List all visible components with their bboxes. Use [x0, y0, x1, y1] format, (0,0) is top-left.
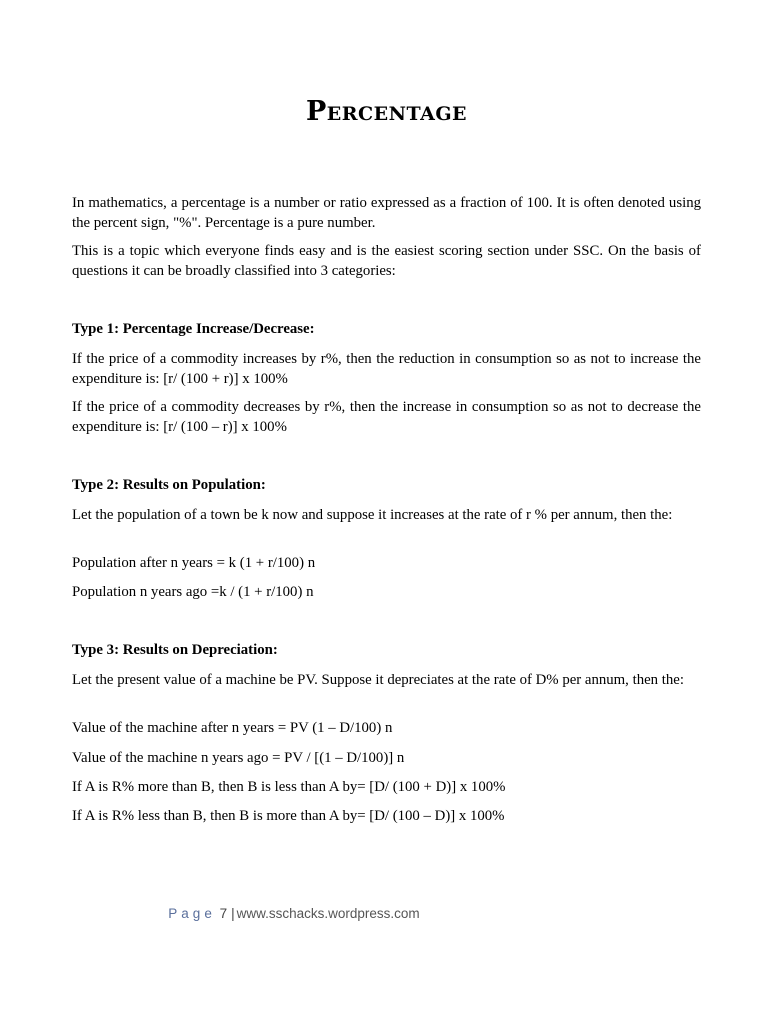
- type2-line-1: Let the population of a town be k now and suppose it increases at the rate of r % per annum, then the:: [72, 507, 673, 523]
- type3-line-3: Value of the machine n years ago = PV / [(1 – D/100)] n: [72, 750, 405, 766]
- footer-site-link[interactable]: www.sschacks.wordpress.com: [236, 906, 420, 921]
- footer-page-label: Page: [168, 906, 216, 921]
- footer-page-number: 7: [219, 906, 228, 921]
- type3-line-4: If A is R% more than B, then B is less than A by= [D/ (100 + D)] x 100%: [72, 779, 506, 795]
- intro-paragraph-2: This is a topic which everyone finds easy and is the easiest scoring section under SSC. On the basis of questions it can be broadly classified into 3 categories:: [72, 243, 701, 279]
- footer-separator: |: [231, 906, 235, 921]
- intro-paragraph-1: In mathematics, a percentage is a number or ratio expressed as a fraction of 100. It is often denoted using the percent sign, "%". Percentage is a pure number.: [72, 195, 701, 231]
- type1-heading: Type 1: Percentage Increase/Decrease:: [72, 321, 315, 337]
- type2-line-3: Population n years ago =k / (1 + r/100) n: [72, 584, 314, 600]
- type1-line-1: If the price of a commodity increases by r%, then the reduction in consumption so as not to increase the expenditure is: [r/ (100 + r)] x 100%: [72, 351, 701, 387]
- type2-heading: Type 2: Results on Population:: [72, 477, 266, 493]
- type3-line-2: Value of the machine after n years = PV (1 – D/100) n: [72, 720, 393, 736]
- type3-line-5: If A is R% less than B, then B is more than A by= [D/ (100 – D)] x 100%: [72, 808, 505, 824]
- page-footer: [0, 906, 678, 921]
- page-title: Percentage: [305, 96, 468, 127]
- type3-line-1: Let the present value of a machine be PV. Suppose it depreciates at the rate of D% per annum, then the:: [72, 672, 684, 688]
- type3-heading: Type 3: Results on Depreciation:: [72, 642, 278, 658]
- type2-line-2: Population after n years = k (1 + r/100) n: [72, 555, 316, 571]
- type1-line-2: If the price of a commodity decreases by r%, then the increase in consumption so as not to decrease the expenditure is: [r/ (100 – r)] x 100%: [72, 399, 701, 435]
